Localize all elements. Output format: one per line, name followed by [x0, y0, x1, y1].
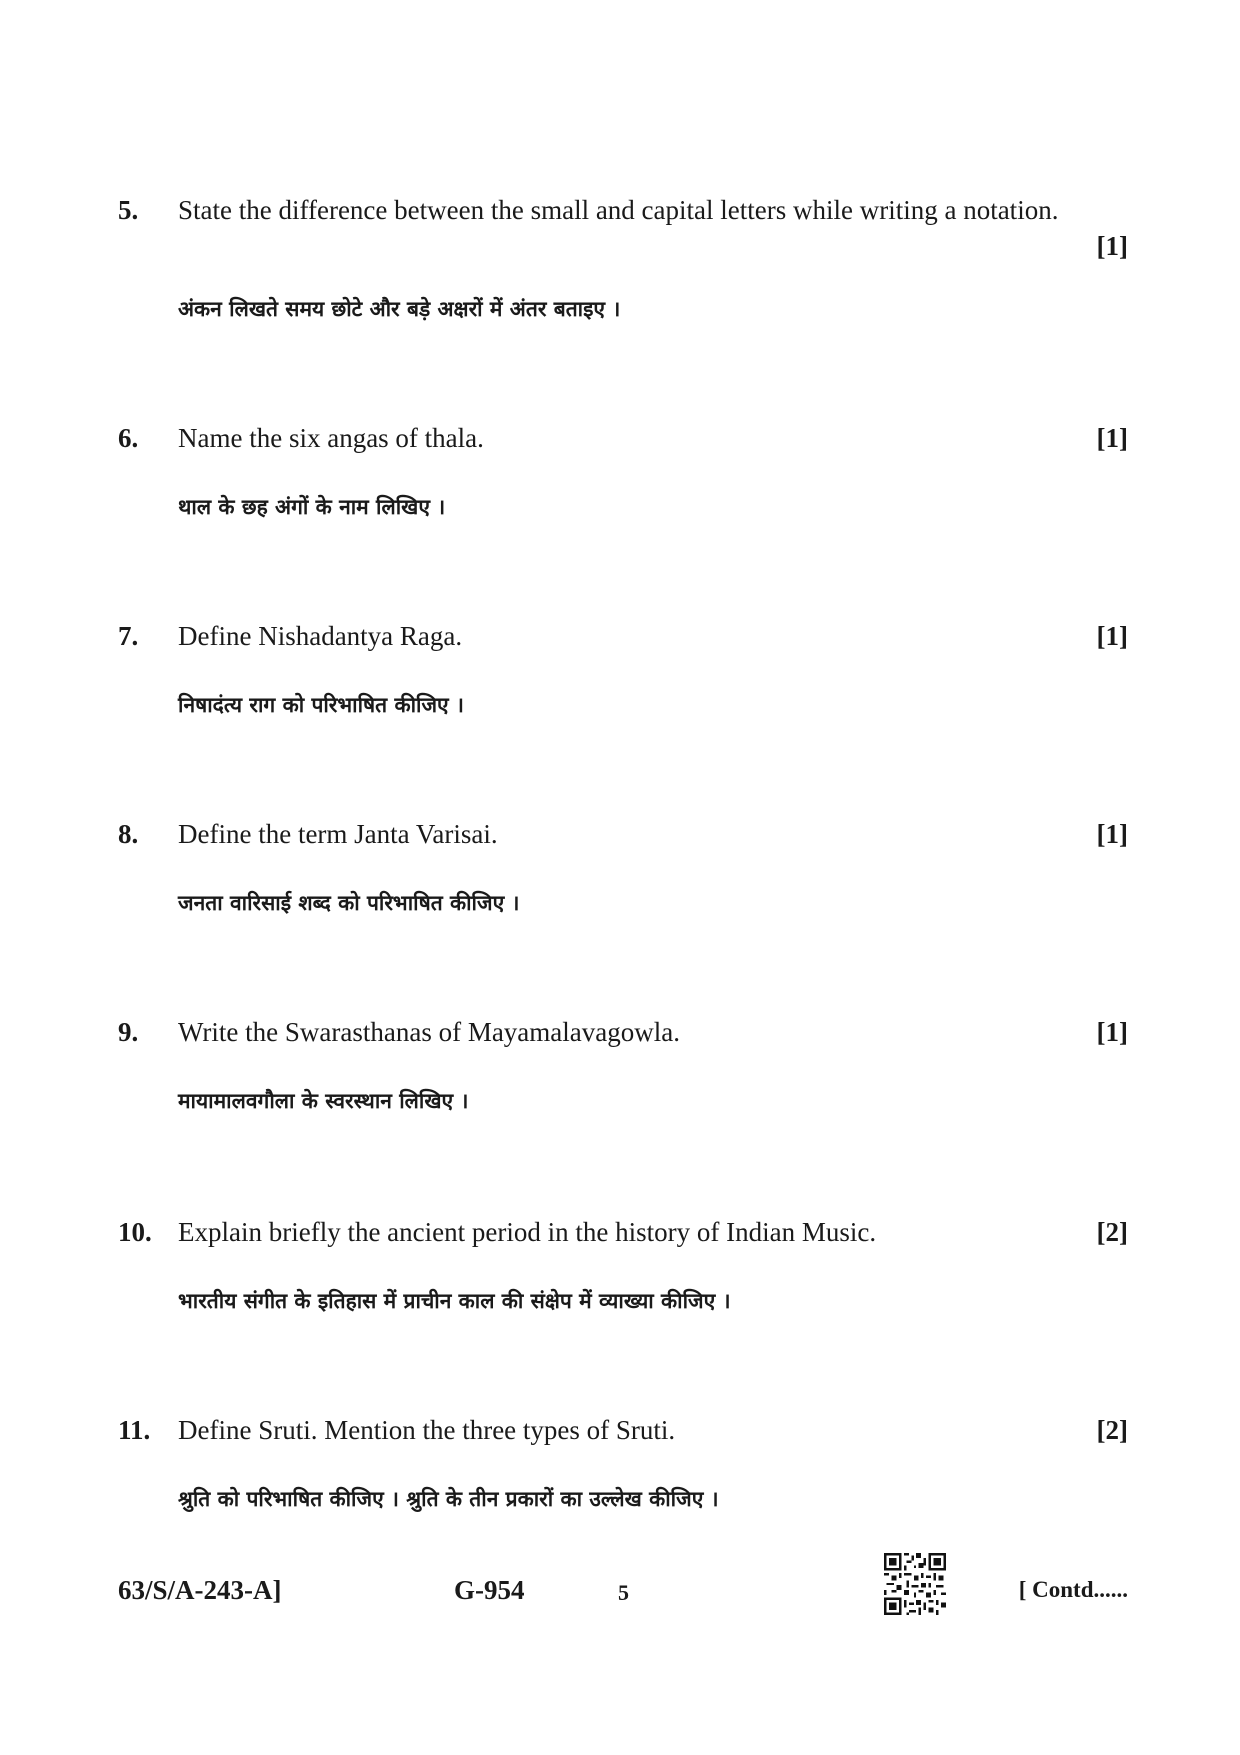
question-marks: [2]	[1096, 1217, 1128, 1247]
question-10	[118, 1212, 1128, 1252]
question-9-hindi: मायामालवगौला के स्वरस्थान लिखिए ।	[178, 1089, 469, 1113]
question-11	[118, 1410, 1128, 1450]
page-number: 5	[618, 1580, 629, 1605]
question-marks: [1]	[1096, 819, 1128, 849]
question-number: 10.	[118, 1217, 152, 1247]
question-8	[118, 814, 1128, 854]
question-text: Define the term Janta Varisai.	[178, 819, 498, 849]
question-text: Name the six angas of thala.	[178, 423, 484, 453]
question-number: 7.	[118, 621, 139, 651]
paper-code: 63/S/A-243-A]	[118, 1575, 282, 1605]
question-7	[118, 616, 1128, 656]
question-text: State the difference between the small and capital letters while writing a notation.	[178, 195, 1059, 225]
question-text: Write the Swarasthanas of Mayamalavagowla.	[178, 1017, 680, 1047]
question-8-hindi: जनता वारिसाई शब्द को परिभाषित कीजिए ।	[178, 891, 520, 915]
series-code: G-954	[454, 1575, 525, 1605]
continued-label: [ Contd......	[1018, 1577, 1128, 1602]
question-marks: [1]	[1096, 1017, 1128, 1047]
question-marks: [1]	[1096, 423, 1128, 453]
question-7-hindi: निषादंत्य राग को परिभाषित कीजिए ।	[178, 693, 464, 717]
question-number: 6.	[118, 423, 139, 453]
question-text: Define Sruti. Mention the three types of Sruti.	[178, 1415, 676, 1445]
question-text: Define Nishadantya Raga.	[178, 621, 463, 651]
question-6-hindi: थाल के छह अंगों के नाम लिखिए ।	[178, 495, 446, 519]
question-number: 8.	[118, 819, 139, 849]
qr-code-icon	[884, 1553, 946, 1615]
question-number: 9.	[118, 1017, 139, 1047]
question-number: 5.	[118, 195, 139, 225]
question-10-hindi: भारतीय संगीत के इतिहास में प्राचीन काल की संक्षेप में व्याख्या कीजिए ।	[178, 1289, 731, 1313]
question-5-hindi: अंकन लिखते समय छोटे और बड़े अक्षरों में अंतर बताइए ।	[178, 297, 621, 321]
question-5	[118, 190, 1128, 261]
question-marks: [1]	[1096, 621, 1128, 651]
question-9	[118, 1012, 1128, 1052]
question-marks: [1]	[1096, 231, 1128, 261]
question-11-hindi: श्रुति को परिभाषित कीजिए । श्रुति के तीन प्रकारों का उल्लेख कीजिए ।	[178, 1487, 719, 1511]
question-number: 11.	[118, 1415, 151, 1445]
question-6	[118, 418, 1128, 458]
question-marks: [2]	[1096, 1415, 1128, 1445]
question-text: Explain briefly the ancient period in the history of Indian Music.	[178, 1217, 877, 1247]
